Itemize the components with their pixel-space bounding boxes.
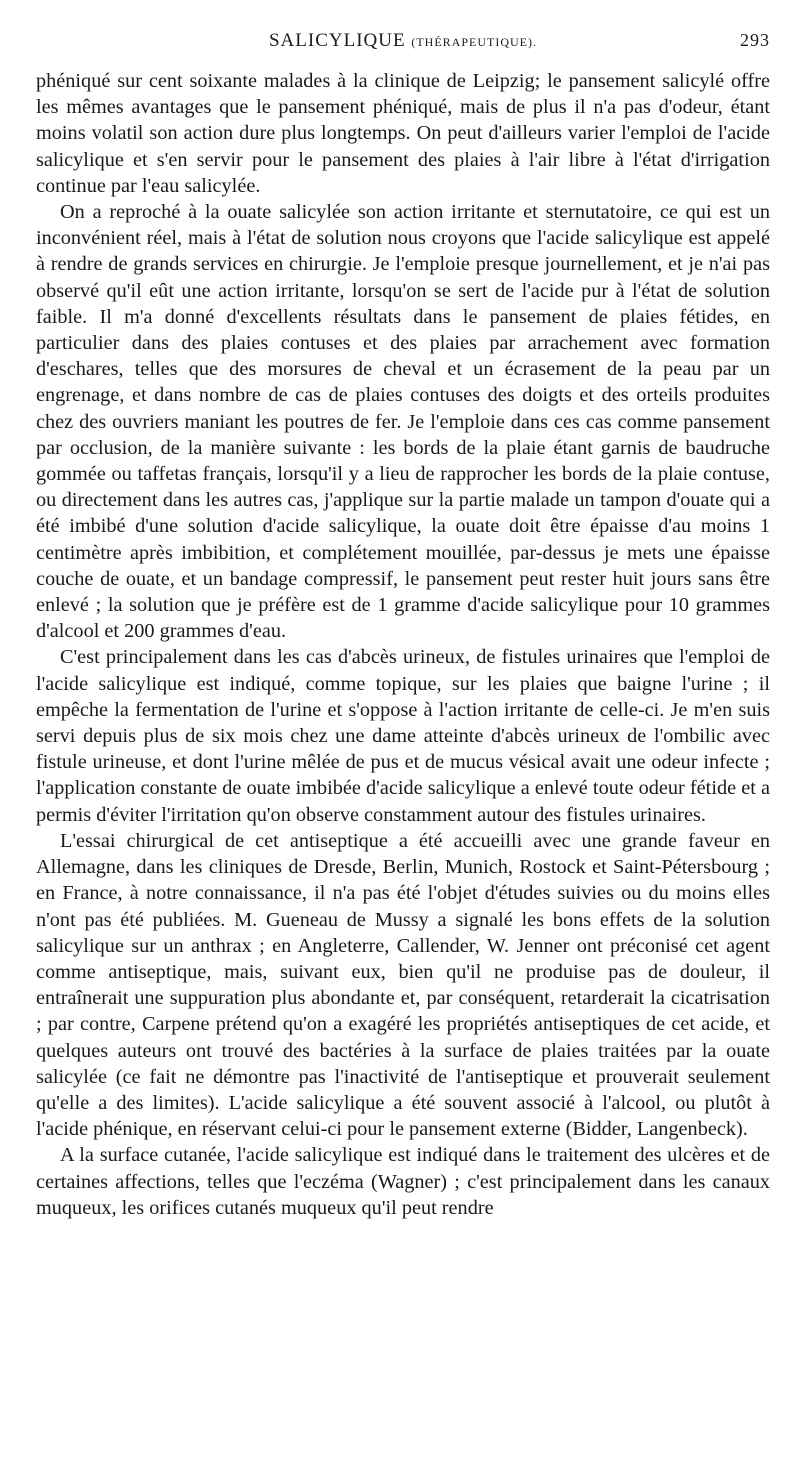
- body-text: [36, 68, 770, 1221]
- running-title: [36, 30, 770, 52]
- paragraph-4: L'essai chirurgical de cet antiseptique a été accueilli avec une grande faveur en Allemagne, dans les cliniques de Dresde, Berlin, Munich, Rostock et Saint-Pétersbourg ; en France, à notre connaissance, il n'a pas été l'objet d'études suivies ou du moins elles n'ont pas été publiées. M. Gueneau de Mussy a signalé les bons effets de la solution salicylique sur un anthrax ; en Angleterre, Callender, W. Jenner ont préconisé cet agent comme antiseptique, mais, suivant eux, bien qu'il ne produise pas de douleur, il entraînerait une suppuration plus abondante et, par conséquent, retarderait la cicatrisation ; par contre, Carpene prétend qu'on a exagéré les propriétés antiseptiques de cet acide, et quelques auteurs ont trouvé des bactéries à la surface de plaies traitées par la ouate salicylée (ce fait ne démontre pas l'inactivité de l'antiseptique et prouverait seulement qu'elle a des limites). L'acide salicylique a été souvent associé à l'alcool, ou plutôt à l'acide phénique, en réservant celui-ci pour le pansement externe (Bidder, Langenbeck).: [36, 829, 770, 1141]
- running-head: [36, 30, 770, 56]
- running-title-sub: (THÉRAPEUTIQUE).: [411, 35, 537, 49]
- paragraph-3: C'est principalement dans les cas d'abcès urineux, de fistules urinaires que l'emploi de l'acide salicylique est indiqué, comme topique, sur les plaies que baigne l'urine ; il empêche la fermentation de l'urine et s'oppose à l'action irritante de celle-ci. Je m'en suis servi depuis plus de six mois chez une dame atteinte d'abcès urineux de l'ombilic avec fistule urineuse, et dont l'urine mêlée de pus et de mucus vésical avait une odeur infecte ; l'application constante de ouate imbibée d'acide salicylique a enlevé toute odeur fétide et a permis d'éviter l'irritation qu'on observe constamment autour des fistules urinaires.: [36, 646, 770, 826]
- book-page: [36, 30, 770, 1221]
- paragraph-2: On a reproché à la ouate salicylée son action irritante et sternutatoire, ce qui est un inconvénient réel, mais à l'état de solution nous croyons que l'acide salicylique est appelé à rendre de grands services en chirurgie. Je l'emploie presque journellement, et je n'ai pas observé qu'il eût une action irritante, lorsqu'on se sert de l'acide pur à l'état de solution faible. Il m'a donné d'excellents résultats dans le pansement de plaies fétides, en particulier dans des plaies contuses et des plaies par arrachement avec formation d'eschares, telles que des morsures de cheval et un écrasement de la peau par un engrenage, et dans nombre de cas de plaies contuses des doigts et des orteils produites chez des ouvriers maniant les poutres de fer. Je l'emploie dans ces cas comme pansement par occlusion, de la manière suivante : les bords de la plaie étant garnis de baudruche gommée ou taffetas français, lorsqu'il y a lieu de rapprocher les bords de la plaie contuse, ou directement dans les autres cas, j'applique sur la partie malade un tampon d'ouate qui a été imbibé d'une solution d'acide salicylique, la ouate doit être épaisse d'au moins 1 centimètre après imbibition, et complétement mouillée, par-dessus je mets une épaisse couche de ouate, et un bandage compressif, le pansement peut rester huit jours sans être enlevé ; la solution que je préfère est de 1 gramme d'acide salicylique pour 10 grammes d'alcool et 200 grammes d'eau.: [36, 201, 770, 643]
- paragraph-1: phéniqué sur cent soixante malades à la clinique de Leipzig; le pansement salicylé offre les mêmes avantages que le pansement phéniqué, mais de plus il n'a pas d'odeur, étant moins volatil son action dure plus longtemps. On peut d'ailleurs varier l'emploi de l'acide salicylique et s'en servir pour le pansement des plaies à l'air libre à l'état d'irrigation continue par l'eau salicylée.: [36, 70, 770, 197]
- running-title-main: SALICYLIQUE: [268, 30, 406, 51]
- paragraph-5: A la surface cutanée, l'acide salicylique est indiqué dans le traitement des ulcères et de certaines affections, telles que l'eczéma (Wagner) ; c'est principalement dans les canaux muqueux, les orifices cutanés muqueux qu'il peut rendre: [36, 1144, 770, 1219]
- page-number: 293: [740, 30, 770, 50]
